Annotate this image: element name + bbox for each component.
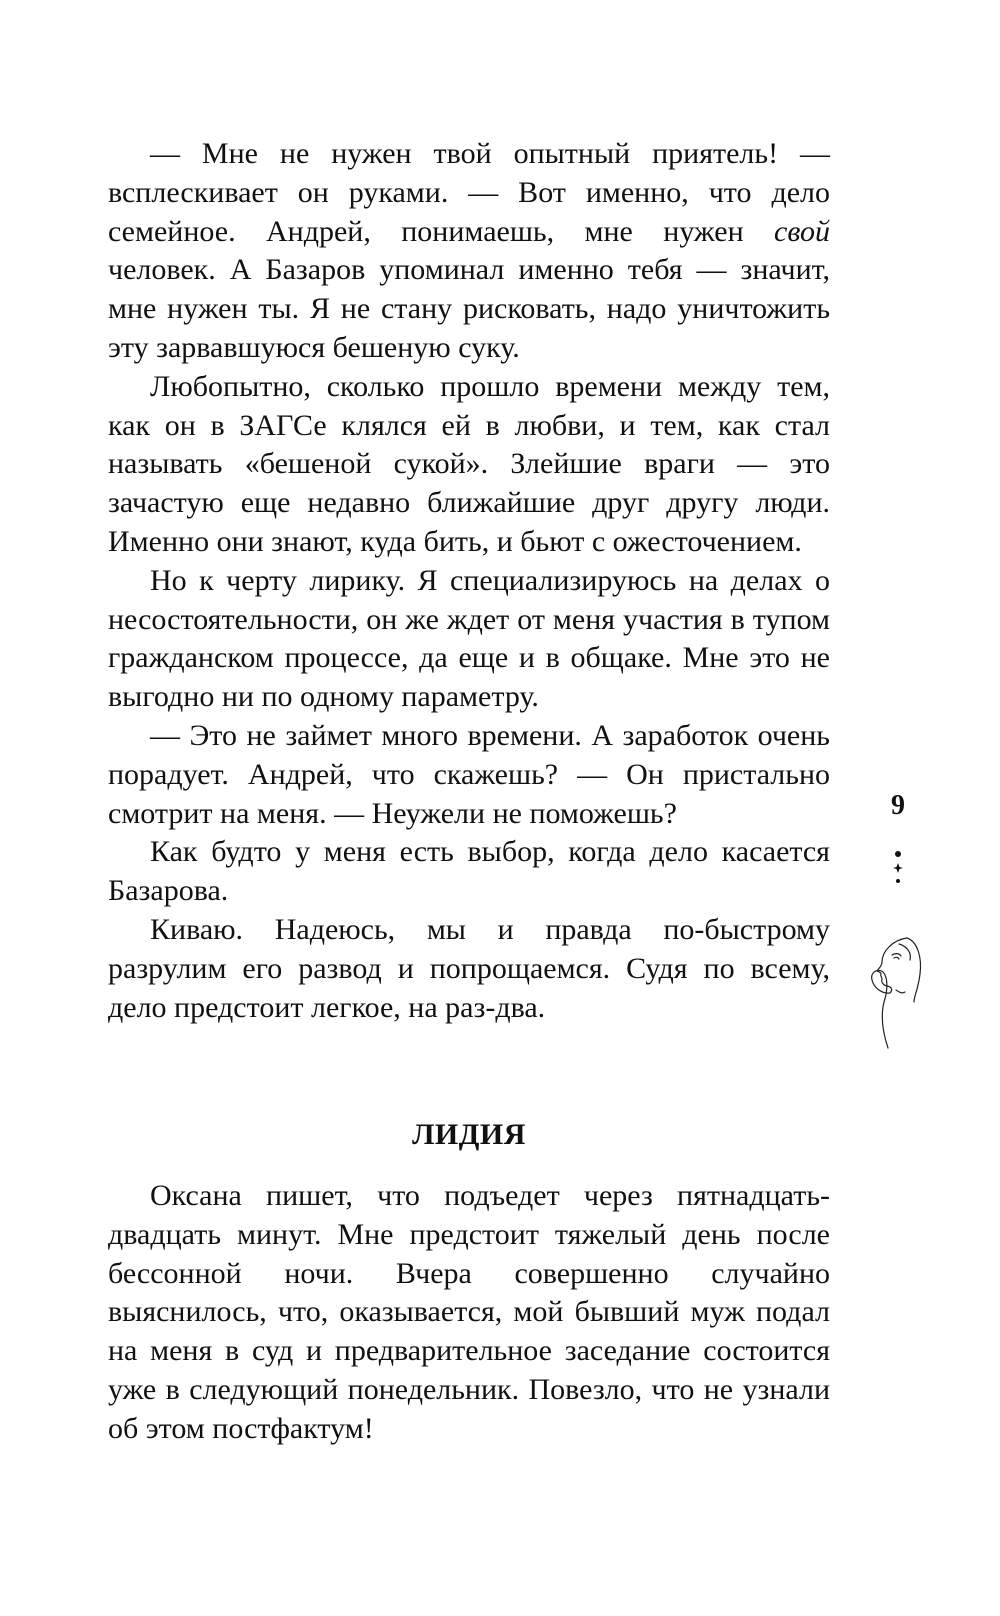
dots-ornament-icon	[878, 848, 918, 888]
paragraph-text: человек. А Базаров упоминал именно тебя — значит, мне нужен ты. Я не стану рисковать, надо уничтожить эту зарвавшуюся бешеную суку.	[108, 253, 830, 364]
paragraph	[108, 717, 830, 833]
page-number: 9	[891, 790, 905, 821]
text-block-bottom	[108, 1177, 830, 1449]
paragraph-text: Но к черту лирику. Я специализируюсь на делах о несостоятельности, он же ждет от меня участия в тупом гражданском процессе, да еще и в общаке. Мне это не выгодно ни по одному параметру.	[108, 563, 830, 714]
paragraph-text: Как будто у меня есть выбор, когда дело касается Базарова.	[108, 835, 830, 908]
text-block-top	[108, 135, 830, 1027]
paragraph	[108, 562, 830, 717]
paragraph	[108, 833, 830, 911]
paragraph	[108, 368, 830, 562]
paragraph	[108, 911, 830, 1027]
italic-text: свой	[774, 214, 830, 248]
paragraph-text: Любопытно, сколько прошло времени между тем, как он в ЗАГСе клялся ей в любви, и тем, как стал называть «бешеной сукой». Злейшие враги — это зачастую еще недавно ближайшие друг другу люди. Именно они знают, куда бить, и бьют с ожесточением.	[108, 369, 830, 558]
paragraph-text: — Это не займет много времени. А заработок очень порадует. Андрей, что скажешь? — Он пристально смотрит на меня. — Неужели не поможешь?	[108, 718, 830, 830]
paragraph-text: Киваю. Надеюсь, мы и правда по-быстрому разрулим его развод и попрощаемся. Судя по всему, дело предстоит легкое, на раз-два.	[108, 912, 830, 1024]
paragraph	[108, 1177, 830, 1449]
paragraph-text: Оксана пишет, что подъедет через пятнадцать-двадцать минут. Мне предстоит тяжелый день после бессонной ночи. Вчера совершенно случайно выяснилось, что, оказывается, мой бывший муж подал на меня в суд и предварительное заседание состоится уже в следующий понедельник. Повезло, что не узнали об этом постфактум!	[108, 1179, 830, 1445]
chapter-heading: ЛИДИЯ	[412, 1118, 526, 1151]
paragraph	[108, 135, 830, 368]
face-line-art-icon	[852, 930, 942, 1060]
paragraph-text: — Мне не нужен твой опытный приятель! — всплескивает он руками. — Вот именно, что дело семейное. Андрей, понимаешь, мне нужен	[108, 137, 830, 248]
